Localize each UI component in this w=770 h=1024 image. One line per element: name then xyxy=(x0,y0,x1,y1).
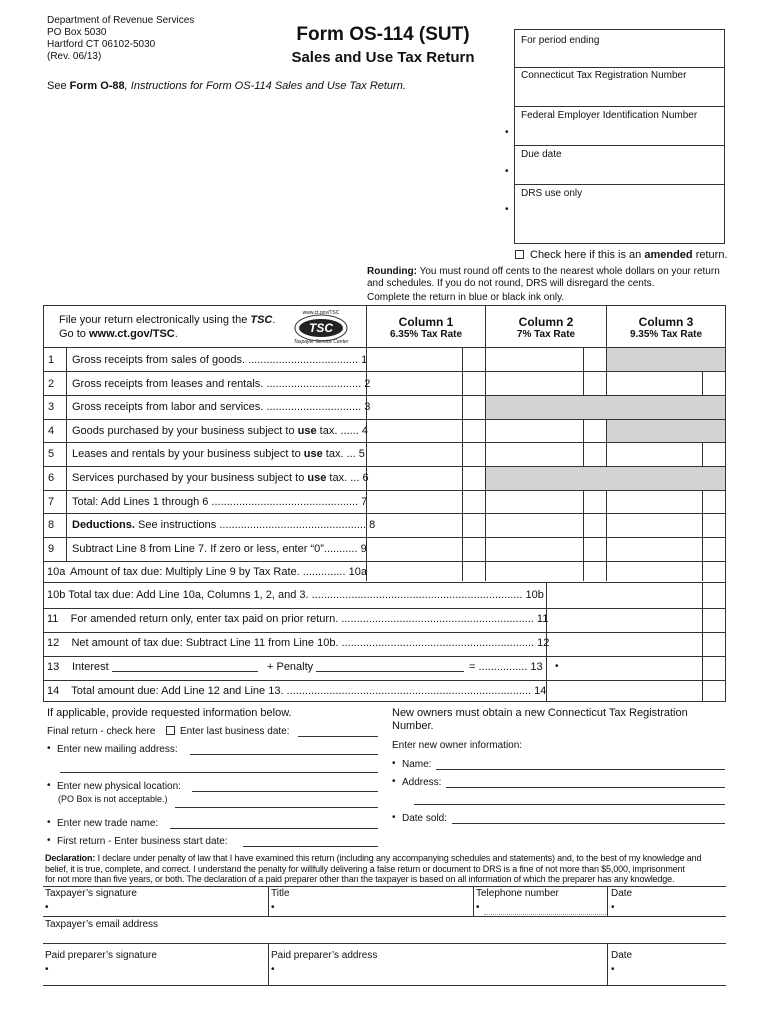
line-4-col-1-input[interactable] xyxy=(367,420,462,442)
bullet-marker: • xyxy=(555,661,559,672)
amended-return-label: Check here if this is an amended return. xyxy=(530,249,728,261)
line-5-number: 5 xyxy=(48,448,55,460)
drs-use-only-field: DRS use only xyxy=(521,188,583,199)
line-10a-col-2-input[interactable] xyxy=(486,562,583,582)
business-start-date-input[interactable] xyxy=(243,846,378,847)
line-9-col-2-input[interactable] xyxy=(486,538,583,561)
line-9-col-1-input[interactable] xyxy=(367,538,462,561)
line-5-col-2-input[interactable] xyxy=(486,443,583,466)
line-9-col-3-input[interactable] xyxy=(607,538,702,561)
physical-location-label: Enter new physical location: xyxy=(57,781,181,792)
city-state-zip: Hartford CT 06102-5030 xyxy=(47,39,156,50)
line-14-label: 14 Total amount due: Add Line 12 and Line 13. ................................................................................ 14 xyxy=(47,685,547,697)
email-label: Taxpayer’s email address xyxy=(45,919,159,930)
ct-tax-registration-field[interactable]: Connecticut Tax Registration Number xyxy=(521,70,687,81)
owner-name-label: Name: xyxy=(402,759,432,770)
amended-return-checkbox[interactable] xyxy=(515,250,524,259)
line-13-input[interactable] xyxy=(547,657,702,680)
line-3-col-1-input[interactable] xyxy=(367,396,462,419)
tsc-link[interactable]: www.ct.gov/TSC xyxy=(88,328,175,340)
line-7-col-1-input[interactable] xyxy=(367,491,462,513)
agency-address xyxy=(47,15,194,63)
line-7-label: Total: Add Lines 1 through 6 ................................................ 7 xyxy=(72,496,368,508)
bullet-marker: • xyxy=(392,812,396,823)
preparer-address-label: Paid preparer’s address xyxy=(271,950,378,961)
line-1-col-2-input[interactable] xyxy=(486,348,583,371)
line-2-col-2-input[interactable] xyxy=(486,372,583,395)
tsc-logo-text: TSC xyxy=(309,321,333,335)
line-14-input[interactable] xyxy=(547,681,702,701)
line-12-label: 12 Net amount of tax due: Subtract Line 11 from Line 10b. ............................................................... 12 xyxy=(47,637,550,649)
last-business-date-label: Enter last business date: xyxy=(180,726,290,737)
line-2-number: 2 xyxy=(48,378,55,390)
line-8-col-3-input[interactable] xyxy=(607,514,702,537)
telephone-label: Telephone number xyxy=(476,888,559,899)
tsc-logo-caption: Taxpayer Service Center xyxy=(293,339,349,345)
bullet-marker: • xyxy=(476,902,480,913)
po-box-note: (PO Box is not acceptable.) xyxy=(58,794,168,804)
line-2-label: Gross receipts from leases and rentals. ............................... 2 xyxy=(72,378,371,390)
line-10a-label: Amount of tax due: Multiply Line 9 by Tax Rate. .............. 10a xyxy=(70,566,367,578)
rounding-note: Rounding: You must round off cents to the nearest whole dollars on your return and schedules. If you do not round, DRS will disregard the cents. Complete the return in blue or black ink only. xyxy=(367,266,720,303)
line-10a-number: 10a xyxy=(47,566,66,578)
bullet-marker: • xyxy=(47,817,51,828)
line-12-input[interactable] xyxy=(547,633,702,656)
owner-address-input-2[interactable] xyxy=(414,804,725,805)
last-business-date-input[interactable] xyxy=(298,736,378,737)
bullet-marker: • xyxy=(611,964,615,975)
line-4-number: 4 xyxy=(48,425,55,437)
interest-input[interactable] xyxy=(112,671,258,672)
column-3-header: Column 3 9.35% Tax Rate xyxy=(629,315,703,340)
column-1-header: Column 1 6.35% Tax Rate xyxy=(389,315,463,340)
preparer-date-input[interactable] xyxy=(619,962,725,984)
telephone-input[interactable] xyxy=(484,898,606,915)
line-10a-col-3-input[interactable] xyxy=(607,562,702,582)
line-7-col-2-input[interactable] xyxy=(486,491,583,513)
bullet-marker: • xyxy=(47,743,51,754)
email-input[interactable] xyxy=(45,930,725,943)
line-10a-col-1-input[interactable] xyxy=(367,562,462,582)
fein-field[interactable]: Federal Employer Identification Number xyxy=(521,110,698,121)
line-3-label: Gross receipts from labor and services. ............................... 3 xyxy=(72,401,371,413)
line-4-col-2-input[interactable] xyxy=(486,420,583,442)
preparer-signature-label: Paid preparer’s signature xyxy=(45,950,157,961)
line-1-number: 1 xyxy=(48,354,55,366)
line-13-equals: = ................ 13 xyxy=(469,661,543,673)
bullet-marker: • xyxy=(392,758,396,769)
line-9-number: 9 xyxy=(48,543,55,555)
line-6-label: Services purchased by your business subject to use tax. ... 6 xyxy=(72,472,369,484)
line-13-interest-label: Interest xyxy=(72,661,109,673)
bullet-marker: • xyxy=(505,166,509,177)
bullet-marker: • xyxy=(505,127,509,138)
line-9-label: Subtract Line 8 from Line 7. If zero or less, enter “0”........... 9 xyxy=(72,543,367,555)
signature-date-input[interactable] xyxy=(619,898,725,915)
additional-info-heading: If applicable, provide requested information below. xyxy=(47,707,292,719)
bullet-marker: • xyxy=(392,776,396,787)
line-8-col-2-input[interactable] xyxy=(486,514,583,537)
bullet-marker: • xyxy=(611,902,615,913)
bullet-marker: • xyxy=(271,964,275,975)
id-panel xyxy=(514,29,725,244)
physical-location-input[interactable] xyxy=(192,791,378,792)
bullet-marker: • xyxy=(47,835,51,846)
instructions-reference: See Form O-88, Instructions for Form OS-114 Sales and Use Tax Return. xyxy=(47,80,406,92)
line-5-label: Leases and rentals by your business subject to use tax. ... 5 xyxy=(72,448,365,460)
line-4-label: Goods purchased by your business subject to use tax. ...... 4 xyxy=(72,425,368,437)
trade-name-label: Enter new trade name: xyxy=(57,818,159,829)
line-13-penalty-label: + Penalty xyxy=(267,661,314,673)
title-input[interactable] xyxy=(279,898,472,915)
line-8-number: 8 xyxy=(48,519,55,531)
owner-info-label: Enter new owner information: xyxy=(392,740,523,751)
physical-location-input-2[interactable] xyxy=(175,807,378,808)
revision-date: (Rev. 06/13) xyxy=(47,51,102,62)
trade-name-input[interactable] xyxy=(170,828,378,829)
taxpayer-signature-label: Taxpayer’s signature xyxy=(45,888,137,899)
bullet-marker: • xyxy=(505,204,509,215)
date-sold-input[interactable] xyxy=(452,823,725,824)
bullet-marker: • xyxy=(47,780,51,791)
line-2-col-1-input[interactable] xyxy=(367,372,462,395)
bullet-marker: • xyxy=(271,902,275,913)
form-title: Form OS-114 (SUT) xyxy=(296,24,470,45)
line-6-column-2-3-disabled xyxy=(486,467,725,490)
line-7-col-3-input[interactable] xyxy=(607,491,702,513)
taxpayer-signature-input[interactable] xyxy=(53,898,267,915)
line-1-label: Gross receipts from sales of goods. .................................... 1 xyxy=(72,354,368,366)
form-o88-ref: Form O-88 xyxy=(69,80,125,92)
tsc-logo-url: www.ct.gov/TSC xyxy=(302,310,340,316)
date-sold-label: Date sold: xyxy=(402,813,448,824)
mailing-address-input[interactable] xyxy=(190,754,378,755)
line-3-column-2-3-disabled xyxy=(486,396,725,419)
line-1-col-1-input[interactable] xyxy=(367,348,462,371)
line-7-number: 7 xyxy=(48,496,55,508)
preparer-date-label: Date xyxy=(611,950,633,961)
preparer-address-input[interactable] xyxy=(279,962,606,984)
bullet-marker: • xyxy=(45,964,49,975)
final-return-checkbox[interactable] xyxy=(166,726,175,735)
line-8-col-1-input[interactable] xyxy=(367,514,462,537)
new-owner-note: New owners must obtain a new Connecticut Tax Registration Number. xyxy=(392,707,688,732)
column-2-header: Column 2 7% Tax Rate xyxy=(516,315,576,340)
period-ending-field[interactable]: For period ending xyxy=(521,35,600,46)
line-10b-label: 10b Total tax due: Add Line 10a, Columns 1, 2, and 3. ..................................................................... 10b xyxy=(47,589,544,601)
line-11-label: 11 For amended return only, enter tax paid on prior return. ............................................................... 11 xyxy=(47,613,549,625)
line-8-label: Deductions. See instructions ................................................ 8 xyxy=(72,519,376,531)
bullet-marker: • xyxy=(45,902,49,913)
line-6-number: 6 xyxy=(48,472,55,484)
column-3-line-1-disabled xyxy=(607,348,725,371)
form-subtitle: Sales and Use Tax Return xyxy=(291,49,475,66)
mailing-address-label: Enter new mailing address: xyxy=(57,744,178,755)
line-10b-input[interactable] xyxy=(547,583,702,608)
penalty-input[interactable] xyxy=(316,671,464,672)
line-13-number: 13 xyxy=(47,661,60,673)
line-11-input[interactable] xyxy=(547,609,702,632)
owner-address-label: Address: xyxy=(402,777,442,788)
tsc-logo xyxy=(287,310,355,346)
file-electronically-note: File your return electronically using the TSC. Go to www.ct.gov/TSC. xyxy=(59,314,276,340)
owner-name-input[interactable] xyxy=(436,769,725,770)
column-3-line-4-disabled xyxy=(607,420,725,442)
first-return-label: First return - Enter business start date: xyxy=(57,836,228,847)
line-6-col-1-input[interactable] xyxy=(367,467,462,490)
date-label: Date xyxy=(611,888,633,899)
line-5-col-3-input[interactable] xyxy=(607,443,702,466)
mailing-address-input-2[interactable] xyxy=(60,772,378,773)
owner-address-input[interactable] xyxy=(446,787,725,788)
line-3-number: 3 xyxy=(48,401,55,413)
po-box: PO Box 5030 xyxy=(47,27,107,38)
final-return-label: Final return - check here xyxy=(47,726,156,737)
due-date-field[interactable]: Due date xyxy=(521,149,562,160)
declaration-text: Declaration: I declare under penalty of law that I have examined this return (including any accompanying schedules and statements) and, to the best of my knowledge and belief, it is true, complete, and correct. I understand the penalty for willfully delivering a false return or document to DRS is a fine of not more than $5,000, imprisonment for not more than five years, or both. The declaration of a paid preparer other than the taxpayer is based on all information of which the preparer has any knowledge. xyxy=(45,853,702,884)
preparer-signature-input[interactable] xyxy=(53,962,267,984)
agency-name: Department of Revenue Services xyxy=(47,15,195,26)
title-label: Title xyxy=(271,888,290,899)
line-2-col-3-input[interactable] xyxy=(607,372,702,395)
line-5-col-1-input[interactable] xyxy=(367,443,462,466)
